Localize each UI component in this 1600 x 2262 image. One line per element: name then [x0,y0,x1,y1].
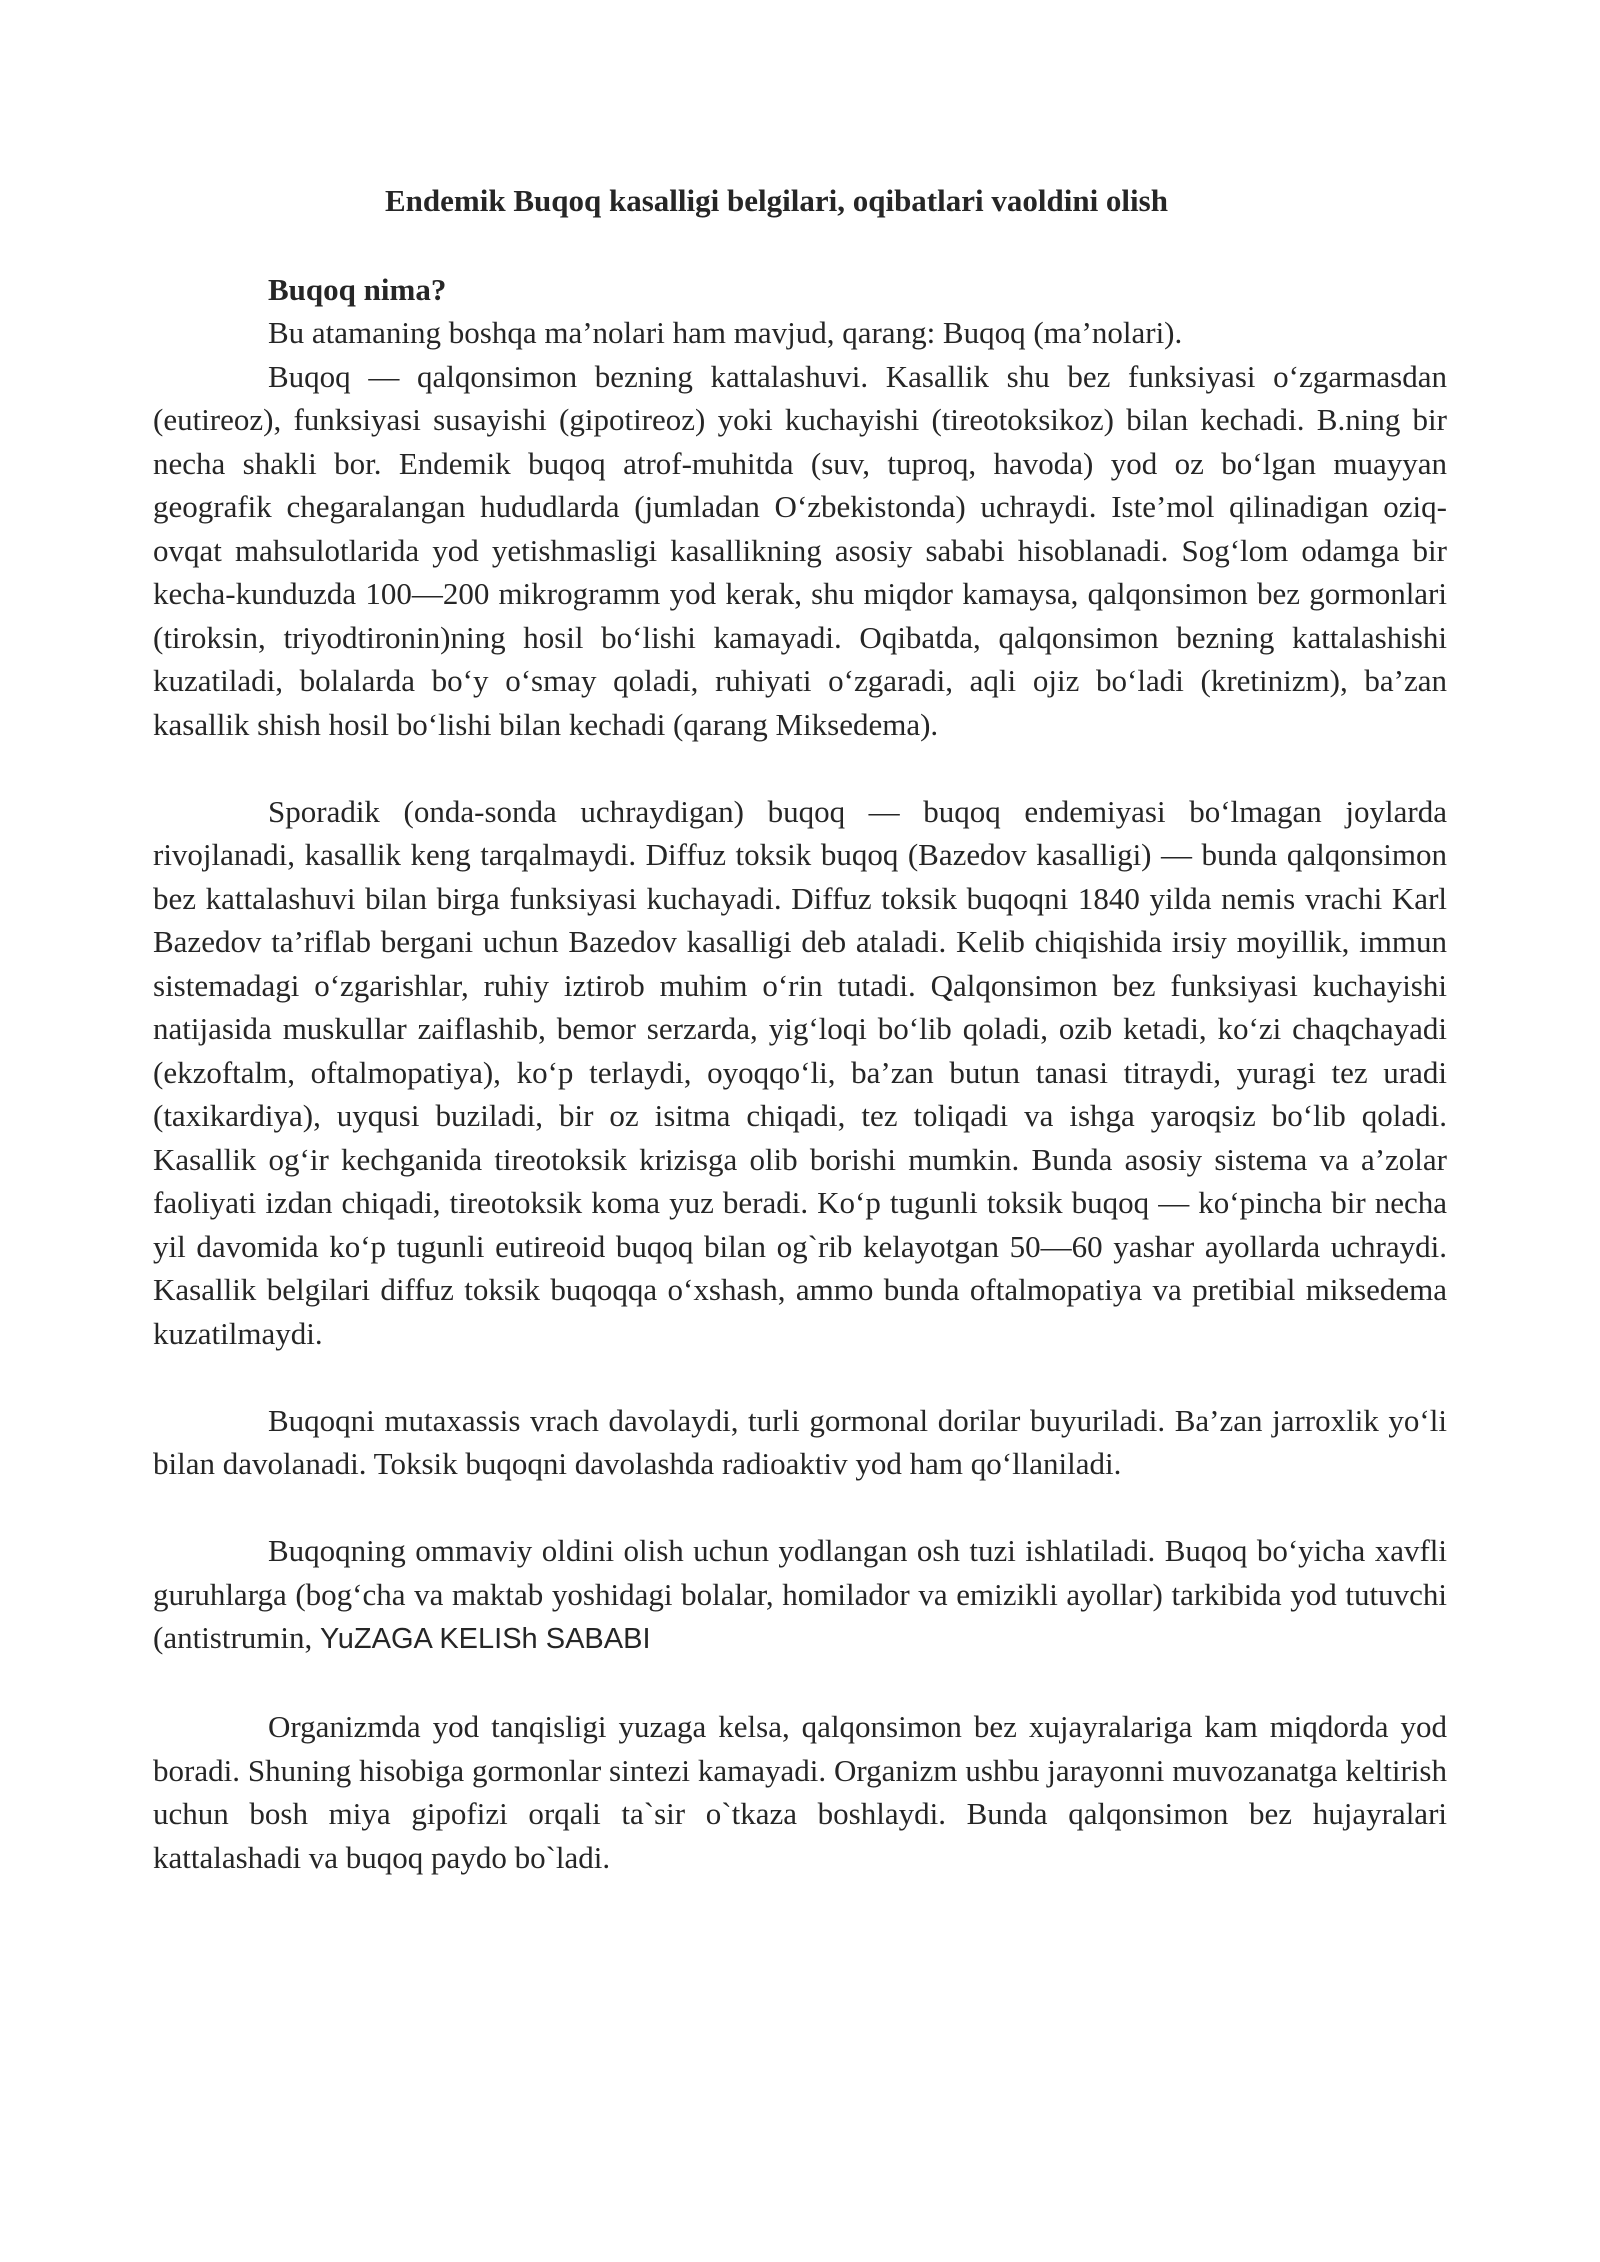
paragraph-cause: Organizmda yod tanqisligi yuzaga kelsa, qalqonsimon bez xujayralariga kam miqdorda yod boradi. Shuning hisobiga gormonlar sintezi kamayadi. Organizm ushbu jarayonni muvozanatga keltirish uchun bosh miya gipofizi orqali ta`sir o`tkaza boshlaydi. Bunda qalqonsimon bez hujayralari kattalashadi va buqoq paydo bo`ladi. [153,1709,1447,1875]
section-heading: Buqoq nima? [268,272,447,307]
paragraph-prevention-text: Buqoqning ommaviy oldini olish uchun yodlangan osh tuzi ishlatiladi. Buqoq boʻyicha xavfli guruhlarga (bogʻcha va maktab yoshidagi bolalar, homilador va emizikli ayollar) tarkibida yod tutuvchi (antistrumin, [153,1533,1447,1655]
paragraph-sporadic-goiter: Sporadik (onda-sonda uchraydigan) buqoq — buqoq endemiyasi boʻlmagan joylarda rivojlanadi, kasallik keng tarqalmaydi. Diffuz toksik buqoq (Bazedov kasalligi) — bunda qalqonsimon bez kattalashuvi bilan birga funksiyasi kuchayadi. Diffuz toksik buqoqni 1840 yilda nemis vrachi Karl Bazedov ta’riflab bergani uchun Bazedov kasalligi deb ataladi. Kelib chiqishida irsiy moyillik, immun sistemadagi oʻzgarishlar, ruhiy iztirob muhim oʻrin tutadi. Qalqonsimon bez funksiyasi kuchayishi natijasida muskullar zaiflashib, bemor serzarda, yigʻloqi boʻlib qoladi, ozib ketadi, koʻzi chaqchayadi (ekzoftalm, oftalmopatiya), koʻp terlaydi, oyoqqoʻli, ba’zan butun tanasi titraydi, yuragi tez uradi (taxikardiya), uyqusi buziladi, bir oz isitma chiqadi, tez toliqadi va ishga yaroqsiz boʻlib qoladi. Kasallik ogʻir kechganida tireotoksik krizisga olib borishi mumkin. Bunda asosiy sistema va a’zolar faoliyati izdan chiqadi, tireotoksik koma yuz beradi. Koʻp tugunli toksik buqoq — koʻpincha bir necha yil davomida koʻp tugunli eutireoid buqoq bilan og`rib kelayotgan 50—60 yashar ayollarda uchraydi. Kasallik belgilari diffuz toksik buqoqqa oʻxshash, ammo bunda oftalmopatiya va pretibial miksedema kuzatilmaydi. [153,793,1447,1351]
paragraph-definition: Buqoq — qalqonsimon bezning kattalashuvi. Kasallik shu bez funksiyasi oʻzgarmasdan (eutireoz), funksiyasi susayishi (gipotireoz) yoki kuchayishi (tireotoksikoz) bilan kechadi. B.ning bir necha shakli bor. Endemik buqoq atrof-muhitda (suv, tuproq, havoda) yod oz boʻlgan muayyan geografik chegaralangan hududlarda (jumladan Oʻzbekistonda) uchraydi. Iste’mol qilinadigan oziq-ovqat mahsulotlarida yod yetishmasligi kasallikning asosiy sababi hisoblanadi. Sogʻlom odamga bir kecha-kunduzda 100—200 mikrogramm yod kerak, shu miqdor kamaysa, qalqonsimon bez gormonlari (tiroksin, triyodtironin)ning hosil boʻlishi kamayadi. Oqibatda, qalqonsimon bezning kattalashishi kuzatiladi, bolalarda boʻy oʻsmay qoladi, ruhiyati oʻzgaradi, aqli ojiz boʻladi (kretinizm), ba’zan kasallik shish hosil boʻlishi bilan kechadi (qarang Miksedema). [153,358,1447,742]
document-body [153,176,1447,1879]
paragraph-prevention-tail: YuZAGA KELISh SABABI [320,1623,651,1655]
paragraph-alt-meanings: Bu atamaning boshqa ma’nolari ham mavjud, qarang: Buqoq (ma’nolari). [268,315,1183,350]
paragraph-prevention [153,1529,1447,1662]
paragraph-treatment: Buqoqni mutaxassis vrach davolaydi, turli gormonal dorilar buyuriladi. Ba’zan jarroxlik yoʻli bilan davolanadi. Toksik buqoqni davolashda radioaktiv yod ham qoʻllaniladi. [153,1402,1447,1481]
document-title: Endemik Buqoq kasalligi belgilari, oqibatlari vaoldini olish [385,183,1168,218]
